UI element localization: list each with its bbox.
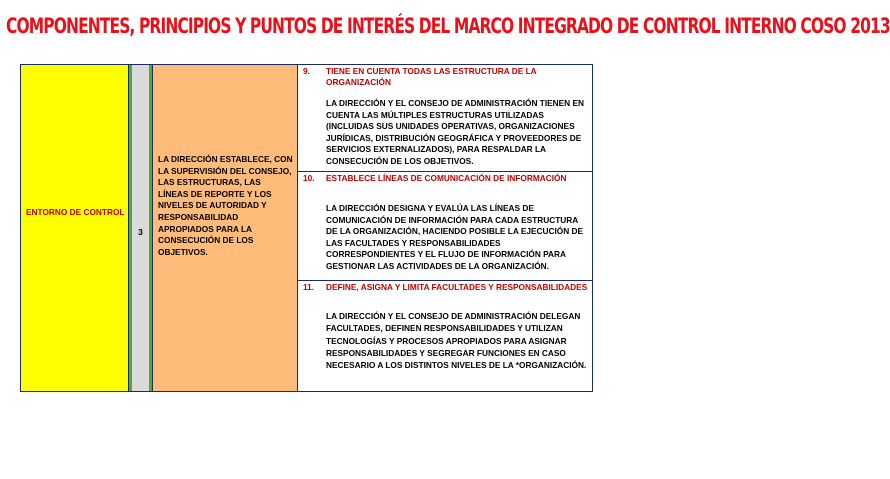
point-heading-text: DEFINE, ASIGNA Y LIMITA FACULTADES Y RESPONSABILIDADES bbox=[326, 282, 588, 292]
page-title: COMPONENTES, PRINCIPIOS Y PUNTOS DE INTERÉS DEL MARCO INTEGRADO DE CONTROL INTERNO COSO 2013 bbox=[6, 14, 890, 39]
point-heading bbox=[303, 282, 588, 293]
principle-text: LA DIRECCIÓN ESTABLECE, CON LA SUPERVISIÓN DEL CONSEJO, LAS ESTRUCTURAS, LAS LÍNEAS DE REPORTE Y LOS NIVELES DE AUTORIDAD Y RESPONSABILIDAD APROPIADOS PARA LA CONSECUCIÓN DE LOS OBJETIVOS. bbox=[158, 154, 293, 257]
principle-cell bbox=[153, 65, 298, 391]
point-heading bbox=[303, 66, 588, 87]
component-number: 3 bbox=[138, 227, 143, 237]
point-text: LA DIRECCIÓN DESIGNA Y EVALÚA LAS LÍNEAS DE COMUNICACIÓN DE INFORMACIÓN PARA CADA ESTRUCTURA DE LA ORGANIZACIÓN, HACIENDO POSIBLE LA EJECUCIÓN DE LAS FACULTADES Y RESPONSABILIDADES CORRESPONDIENTES Y EL FLUJO DE INFORMACIÓN PARA GESTIONAR LAS ACTIVIDADES DE LA ORGANIZACIÓN. bbox=[326, 203, 584, 271]
points-column bbox=[298, 65, 592, 391]
number-cell bbox=[129, 65, 153, 391]
point-row bbox=[298, 172, 592, 281]
point-row bbox=[298, 65, 592, 172]
point-text: LA DIRECCIÓN Y EL CONSEJO DE ADMINISTRACIÓN DELEGAN FACULTADES, DEFINEN RESPONSABILIDADES Y UTILIZAN TECNOLOGÍAS Y PROCESOS APROPIADOS PARA ASIGNAR RESPONSABILIDADES Y SEGREGAR FUNCIONES EN CASO NECESARIO A LOS DISTINTOS NIVELES DE LA *ORGANIZACIÓN. bbox=[326, 311, 587, 371]
point-number: 10. bbox=[303, 173, 315, 183]
component-cell bbox=[21, 65, 129, 391]
component-name: ENTORNO DE CONTROL bbox=[26, 207, 125, 217]
point-heading-text: TIENE EN CUENTA TODAS LAS ESTRUCTURA DE LA ORGANIZACIÓN bbox=[326, 66, 537, 87]
point-heading-text: ESTABLECE LÍNEAS DE COMUNICACIÓN DE INFORMACIÓN bbox=[326, 173, 567, 183]
point-row bbox=[298, 281, 592, 391]
point-heading bbox=[303, 173, 588, 184]
point-number: 9. bbox=[303, 66, 310, 76]
coso-table bbox=[20, 64, 593, 392]
point-text: LA DIRECCIÓN Y EL CONSEJO DE ADMINISTRACIÓN TIENEN EN CUENTA LAS MÚLTIPLES ESTRUCTURAS UTILIZADAS (INCLUIDAS SUS UNIDADES OPERATIVAS, ORGANIZACIONES JURÍDICAS, DISTRIBUCIÓN GEOGRÁFICA Y PROVEEDORES DE SERVICIOS EXTERNALIZADOS), PARA RESPALDAR LA CONSECUCIÓN DE LOS OBJETIVOS. bbox=[326, 98, 585, 166]
point-number: 11. bbox=[303, 282, 315, 292]
